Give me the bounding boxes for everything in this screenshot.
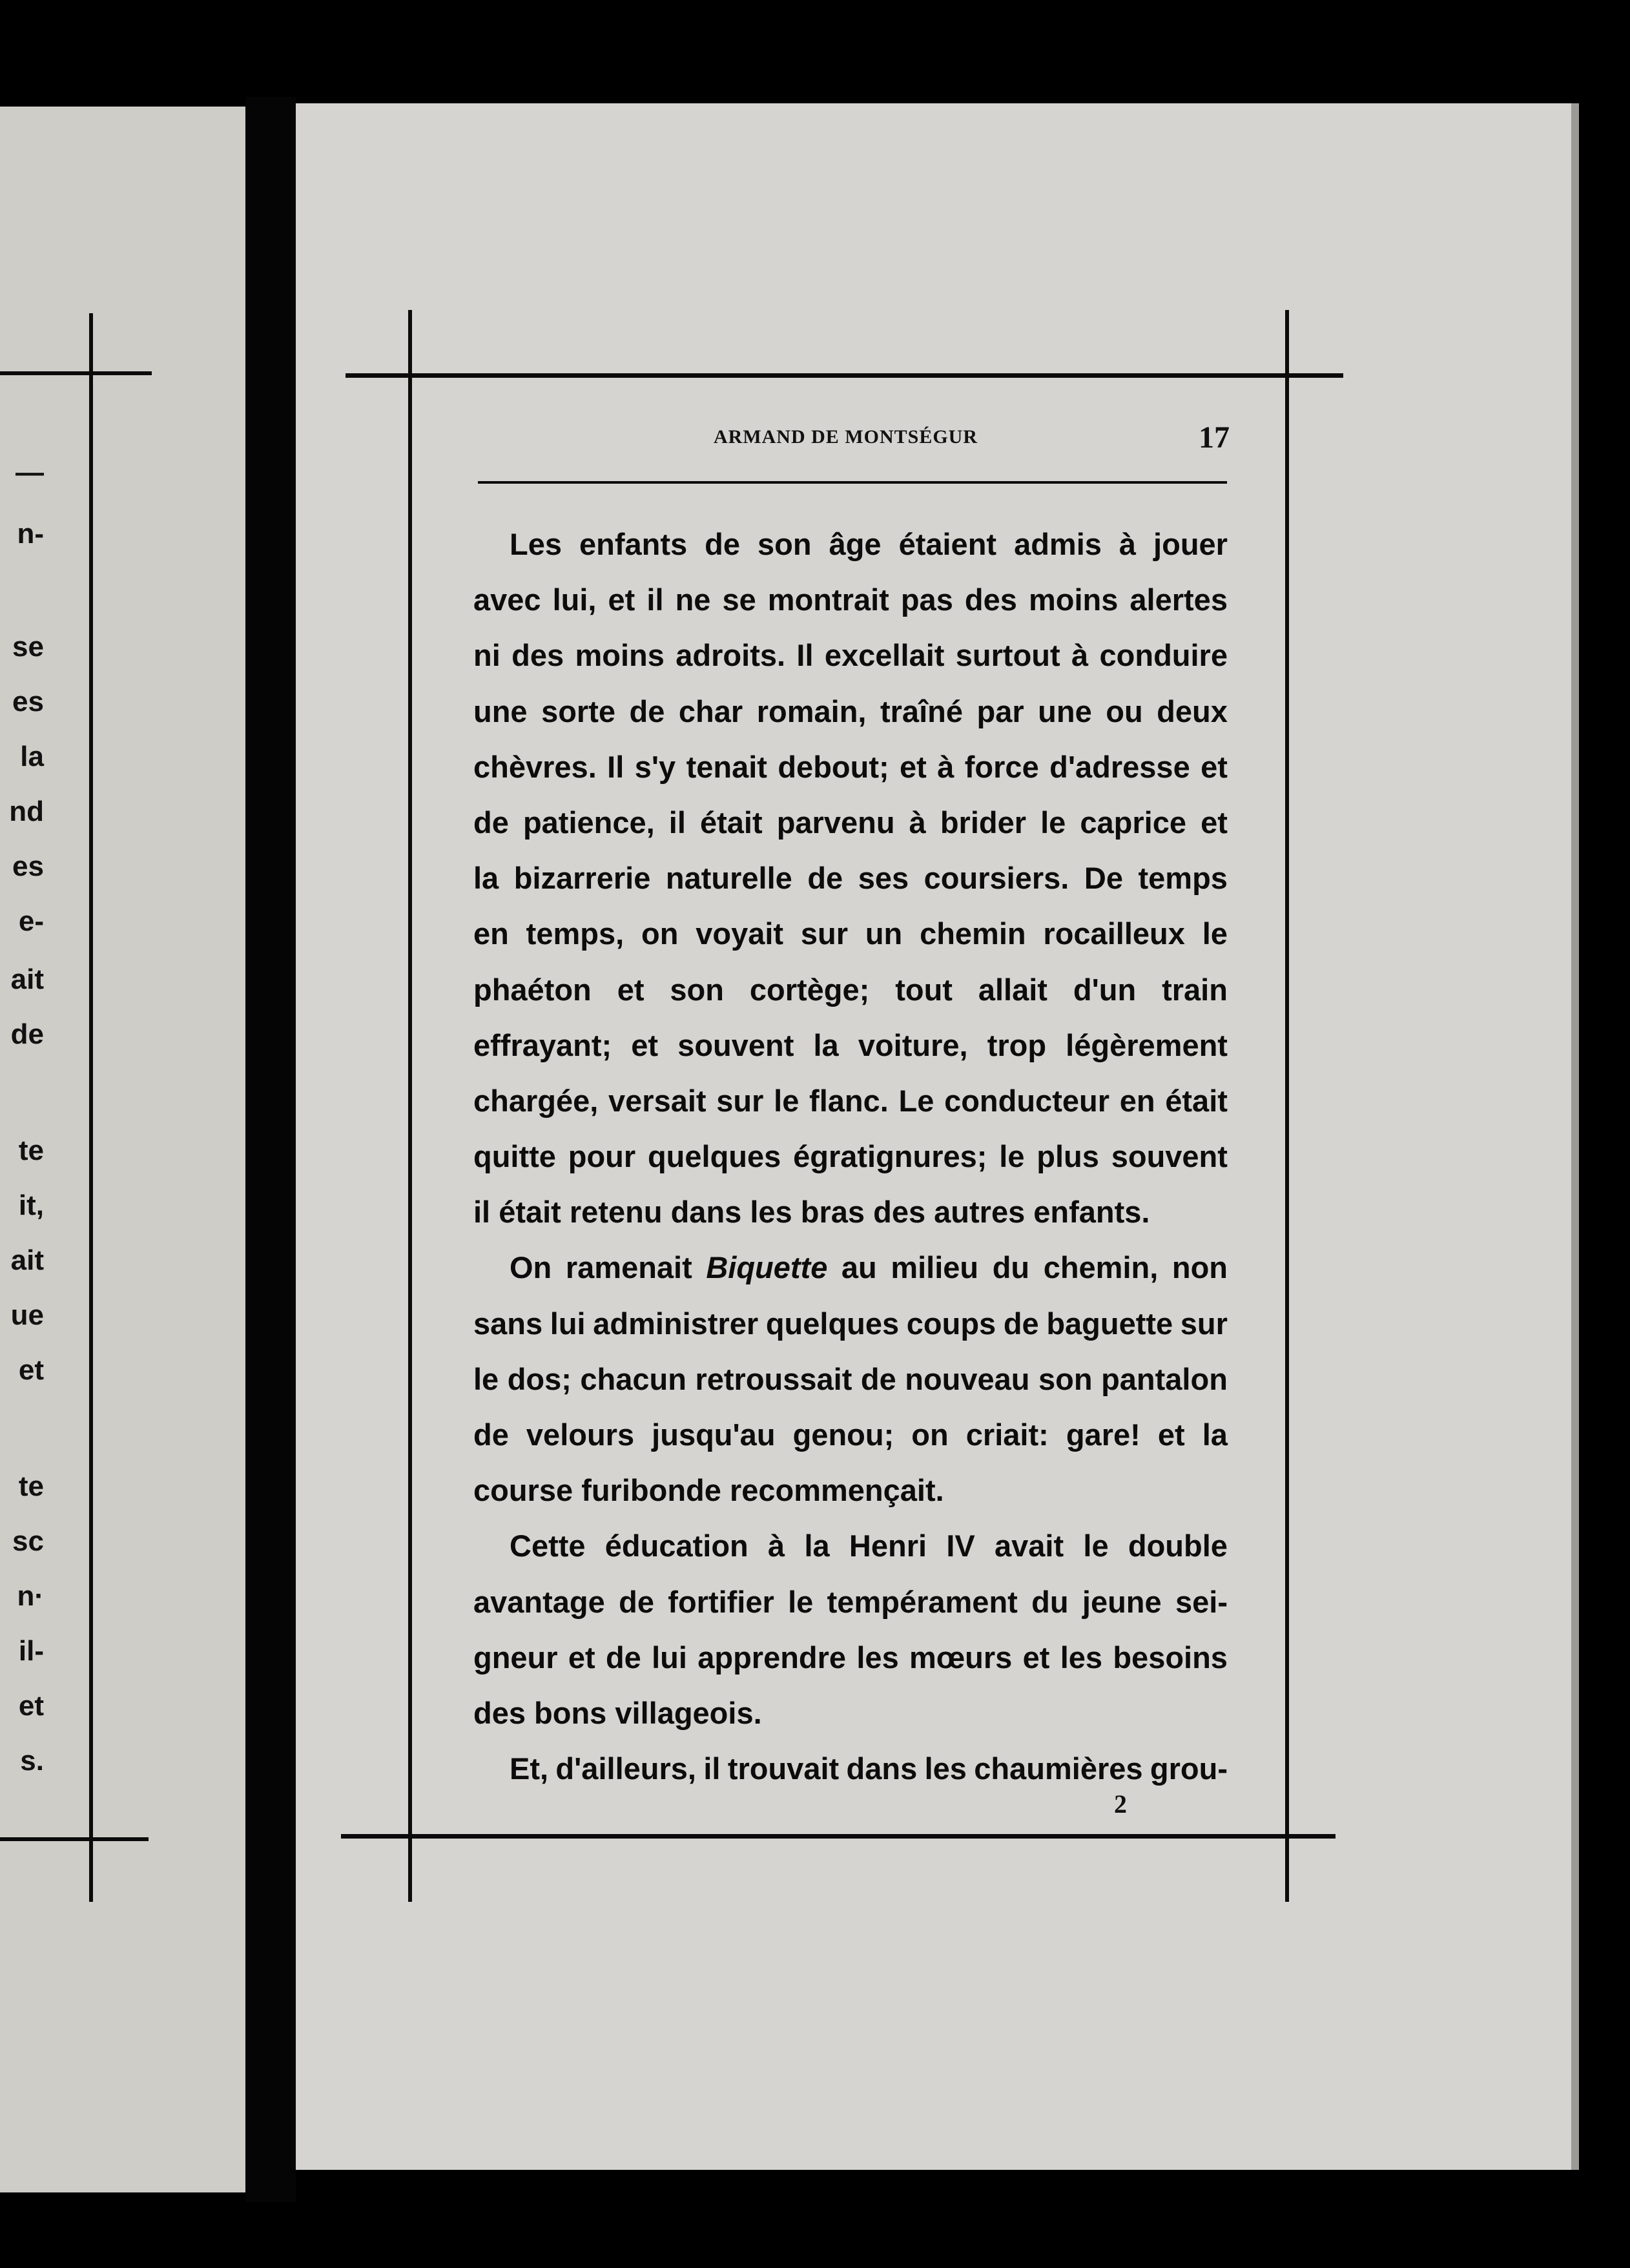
left-page-fragment: et [18, 1354, 44, 1386]
signature-mark: 2 [1114, 1789, 1127, 1819]
text-line [473, 1574, 1228, 1630]
word: dos; [507, 1361, 572, 1396]
word: Cette [510, 1529, 586, 1563]
word: avantage [473, 1584, 605, 1619]
word: nouveau [905, 1361, 1030, 1396]
word: pantalon [1101, 1361, 1228, 1396]
word: le [473, 1361, 499, 1396]
word: force [964, 749, 1039, 784]
word: de [605, 1640, 641, 1675]
word: égratignures; [793, 1139, 987, 1174]
word: et [1201, 749, 1228, 784]
word: et [568, 1640, 595, 1675]
word: sorte [541, 694, 616, 728]
word: à [1071, 638, 1089, 673]
word: son [758, 527, 812, 561]
word: furibonde [581, 1473, 730, 1508]
word: On [510, 1250, 552, 1285]
word: course [473, 1473, 582, 1508]
word: fortifier [668, 1584, 774, 1619]
word: il [668, 805, 686, 840]
word: bizarrerie [513, 861, 651, 896]
word: avait [995, 1529, 1064, 1563]
word: mœurs [909, 1640, 1013, 1675]
word: ramenait [565, 1250, 692, 1285]
word: sans [473, 1306, 543, 1341]
word: il [646, 582, 664, 617]
text-line [473, 1296, 1228, 1352]
word: conduire [1099, 638, 1228, 673]
text-line [473, 906, 1228, 962]
word: train [1162, 972, 1228, 1007]
word: la [804, 1529, 830, 1563]
word: et [608, 582, 635, 617]
word: était [699, 805, 763, 840]
word: la [1202, 1418, 1228, 1452]
word: Henri [849, 1529, 927, 1563]
word: coursiers. [923, 861, 1069, 896]
text-line [473, 684, 1228, 739]
word: âge [829, 527, 882, 561]
word: phaéton [473, 972, 592, 1007]
word: versait [608, 1083, 707, 1118]
left-page-fragment: es [12, 686, 44, 717]
word: et [900, 749, 927, 784]
word: alertes [1130, 582, 1228, 617]
word: double [1128, 1529, 1228, 1563]
text-line [473, 628, 1228, 683]
word: char [678, 694, 743, 728]
word: à [1119, 527, 1137, 561]
word: était [499, 1195, 570, 1230]
word: temps [1138, 861, 1228, 896]
word: d'adresse [1049, 749, 1190, 784]
frame-top-rule [346, 373, 1343, 378]
word: était [1165, 1083, 1228, 1118]
left-page-fragment: es [12, 850, 44, 882]
word: sur [1180, 1306, 1228, 1341]
word: chacun [580, 1361, 686, 1396]
text-line [473, 1686, 1228, 1741]
text-line [473, 1073, 1228, 1129]
word: genou; [792, 1418, 894, 1452]
header-rule [478, 481, 1227, 484]
word: Et, [510, 1751, 549, 1786]
word: d'ailleurs, [555, 1751, 696, 1786]
word: enfants [579, 527, 688, 561]
word: Il [607, 749, 624, 784]
frame-bottom-rule [341, 1834, 1336, 1839]
word: jeune [1082, 1584, 1162, 1619]
word: debout; [778, 749, 889, 784]
word: apprendre [697, 1640, 847, 1675]
word: légèrement [1066, 1027, 1228, 1062]
word: en [473, 916, 509, 951]
word: et [617, 972, 645, 1007]
left-page-fragment: il- [18, 1635, 44, 1667]
left-page-fragment: nd [9, 796, 44, 827]
word: Il [796, 638, 814, 673]
word: de [473, 805, 509, 840]
word: du [1031, 1584, 1069, 1619]
left-page-fragment: n· [17, 1580, 44, 1612]
word: et [1201, 805, 1228, 840]
word: De [1084, 861, 1123, 896]
text-line [473, 795, 1228, 850]
word: sur [716, 1083, 764, 1118]
body-text [473, 517, 1228, 1797]
word: Les [510, 527, 562, 561]
frame-right-rule [1285, 310, 1289, 1902]
word: une [1038, 694, 1092, 728]
word: naturelle [665, 861, 792, 896]
text-line [473, 1240, 1228, 1295]
left-page-fragment: de [10, 1018, 44, 1050]
word: quelques [765, 1306, 900, 1341]
text-line [473, 1352, 1228, 1407]
page-edge [1571, 103, 1579, 2170]
word: à [937, 749, 954, 784]
word: il [473, 1195, 499, 1230]
word: une [473, 694, 528, 728]
word: étaient [898, 527, 997, 561]
text-line [473, 1463, 1228, 1518]
book-gutter [245, 97, 296, 2202]
word: retroussait [695, 1361, 852, 1396]
word: velours [526, 1418, 635, 1452]
word: administrer [593, 1306, 759, 1341]
word: deux [1157, 694, 1228, 728]
left-frame-bottom-rule [0, 1837, 149, 1841]
word: pas [900, 582, 953, 617]
word: le [1202, 916, 1228, 951]
word: enfants. [1033, 1195, 1150, 1230]
word: chaumières [974, 1751, 1143, 1786]
word: baguette [1046, 1306, 1173, 1341]
word: IV [946, 1529, 975, 1563]
word: des [511, 638, 564, 673]
word: dans [670, 1195, 750, 1230]
word: éducation [604, 1529, 748, 1563]
word: romain, [756, 694, 867, 728]
word: trop [987, 1027, 1047, 1062]
text-line [473, 1184, 1228, 1240]
word: allait [978, 972, 1047, 1007]
word: se [722, 582, 756, 617]
left-frame-top-rule [0, 371, 152, 375]
word: tenait [686, 749, 767, 784]
word: on [911, 1418, 949, 1452]
word: jouer [1153, 527, 1228, 561]
word: voyait [696, 916, 784, 951]
word: et [1157, 1418, 1185, 1452]
left-page-fragment: se [12, 631, 44, 663]
word: gneur [473, 1640, 558, 1675]
word: voiture, [858, 1027, 968, 1062]
word: et [1022, 1640, 1050, 1675]
word: le [774, 1083, 800, 1118]
left-frame-vertical-rule [89, 313, 93, 1902]
word: moins [575, 638, 665, 673]
word: lui [550, 1306, 586, 1341]
word: s'y [634, 749, 676, 784]
word: autres [934, 1195, 1034, 1230]
word: ou [1106, 694, 1143, 728]
word: bras [800, 1195, 874, 1230]
page-number: 17 [1199, 420, 1230, 455]
word: criait: [965, 1418, 1049, 1452]
left-page-fragment: n- [17, 518, 44, 550]
word: quelques [647, 1139, 781, 1174]
word: lui [652, 1640, 687, 1675]
word: admis [1014, 527, 1102, 561]
word: caprice [1080, 805, 1187, 840]
left-page [0, 107, 245, 2192]
word: pour [568, 1139, 636, 1174]
word: il [703, 1751, 721, 1786]
text-line [473, 1630, 1228, 1686]
word: villageois. [615, 1695, 762, 1730]
word: besoins [1113, 1640, 1228, 1675]
word: milieu [891, 1250, 979, 1285]
word: la [813, 1027, 839, 1062]
word: en [1119, 1083, 1155, 1118]
word: le [1083, 1529, 1109, 1563]
left-page-fragment: te [18, 1470, 44, 1502]
word: un [865, 916, 903, 951]
word: traîné [880, 694, 963, 728]
word: cortège; [749, 972, 870, 1007]
word: plus [1037, 1139, 1099, 1174]
running-head: ARMAND DE MONTSÉGUR [714, 426, 978, 448]
word: sur [800, 916, 849, 951]
left-page-fragment: it, [18, 1190, 44, 1221]
word: tout [895, 972, 953, 1007]
word: de [705, 527, 740, 561]
text-line [473, 1018, 1228, 1073]
word: ne [675, 582, 711, 617]
word: excellait [824, 638, 945, 673]
word: de [629, 694, 665, 728]
word: recommençait. [729, 1473, 944, 1508]
word: les [750, 1195, 801, 1230]
word: chèvres. [473, 749, 597, 784]
word: montrait [767, 582, 889, 617]
text-line [473, 572, 1228, 628]
word: brider [940, 805, 1027, 840]
word: souvent [677, 1027, 794, 1062]
word: de [860, 1361, 896, 1396]
word: de [473, 1418, 509, 1452]
frame-left-rule [408, 310, 412, 1902]
word: des [873, 1195, 934, 1230]
word: coups [906, 1306, 996, 1341]
word: au [841, 1250, 877, 1285]
word: ni [473, 638, 500, 673]
word: à [768, 1529, 785, 1563]
left-page-fragment: ait [10, 1244, 44, 1276]
text-line [473, 1518, 1228, 1574]
word: conducteur [944, 1083, 1109, 1118]
word: tempérament [827, 1584, 1018, 1619]
word: parvenu [776, 805, 895, 840]
word: sei- [1175, 1584, 1228, 1619]
word: des [473, 1695, 535, 1730]
word: à [909, 805, 926, 840]
word: son [1038, 1361, 1093, 1396]
word: chemin [920, 916, 1026, 951]
word: le [1040, 805, 1066, 840]
text-line [473, 962, 1228, 1018]
word: moins [1028, 582, 1119, 617]
left-page-fragment: la [20, 741, 44, 772]
word: de [1003, 1306, 1039, 1341]
left-page-fragment: — [15, 457, 44, 488]
word: les [924, 1751, 967, 1786]
word: de [619, 1584, 654, 1619]
word: le [999, 1139, 1025, 1174]
text-line [473, 517, 1228, 572]
text-line [473, 1129, 1228, 1184]
word: adroits. [676, 638, 786, 673]
word: de [807, 861, 843, 896]
word: souvent [1111, 1139, 1228, 1174]
word: lui, [552, 582, 597, 617]
word: on [641, 916, 679, 951]
word: patience, [522, 805, 655, 840]
word: flanc. [809, 1083, 889, 1118]
word: ses [858, 861, 909, 896]
word: gare! [1066, 1418, 1140, 1452]
left-page-fragment: te [18, 1135, 44, 1166]
left-page-fragment: ue [10, 1299, 44, 1331]
word: Le [898, 1083, 934, 1118]
word: surtout [955, 638, 1060, 673]
word: les [1060, 1640, 1103, 1675]
left-page-fragment: s. [20, 1745, 44, 1777]
word: avec [473, 582, 541, 617]
left-page-fragment: sc [12, 1525, 44, 1557]
word: le [788, 1584, 814, 1619]
left-page-fragment: ait [10, 964, 44, 995]
word: retenu [569, 1195, 671, 1230]
text-line [473, 850, 1228, 906]
word: temps, [526, 916, 624, 951]
word: par [976, 694, 1024, 728]
left-page-fragment: et [18, 1690, 44, 1722]
word: trouvait [727, 1751, 840, 1786]
word: quitte [473, 1139, 556, 1174]
left-page-fragment: e- [18, 905, 44, 937]
word: dans [846, 1751, 918, 1786]
word: la [473, 861, 499, 896]
word: d'un [1073, 972, 1137, 1007]
word: les [856, 1640, 899, 1675]
text-line [473, 739, 1228, 795]
word: des [964, 582, 1017, 617]
word: jusqu'au [652, 1418, 776, 1452]
word: effrayant; [473, 1027, 612, 1062]
word: non [1171, 1250, 1228, 1285]
word: chemin, [1043, 1250, 1159, 1285]
text-line [473, 1407, 1228, 1463]
word: chargée, [473, 1083, 599, 1118]
word: Biquette [706, 1250, 828, 1285]
word: et [631, 1027, 659, 1062]
word: bons [534, 1695, 615, 1730]
word: rocailleux [1043, 916, 1185, 951]
word: son [670, 972, 724, 1007]
word: du [992, 1250, 1030, 1285]
word: grou- [1150, 1751, 1228, 1786]
